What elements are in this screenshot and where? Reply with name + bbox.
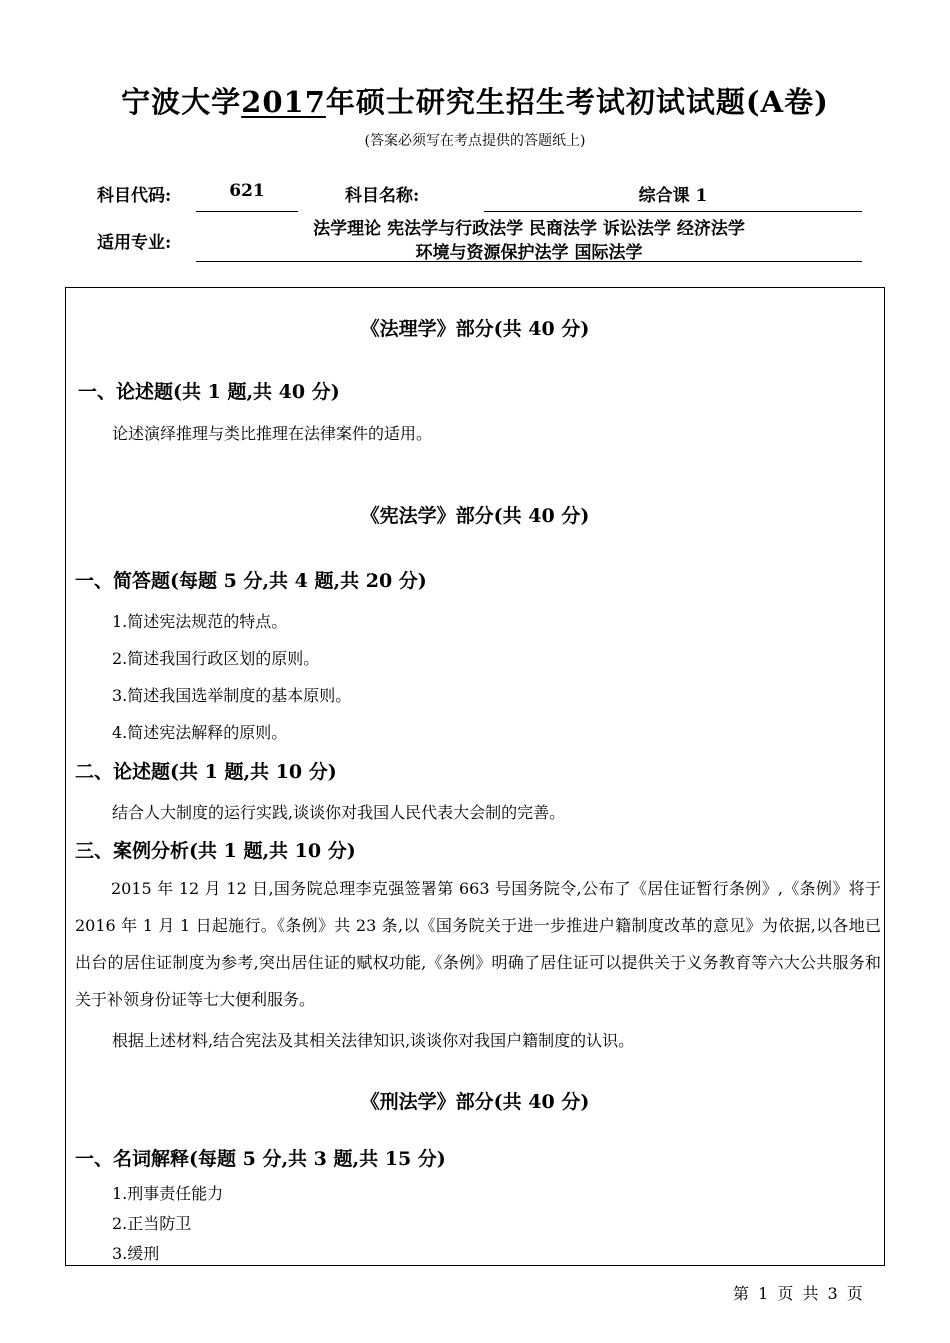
major-line-2: 环境与资源保护法学 国际法学	[415, 243, 643, 263]
subject-code-label: 科目代码:	[97, 186, 172, 206]
criminal-q1-item: 2.正当防卫	[112, 1214, 192, 1233]
constitutional-q3-paragraph-2: 根据上述材料,结合宪法及其相关法律知识,谈谈你对我国户籍制度的认识。	[112, 1031, 635, 1050]
name-underline	[484, 211, 862, 212]
constitutional-q1-item: 4.简述宪法解释的原则。	[112, 723, 288, 742]
constitutional-q1-item: 3.简述我国选举制度的基本原则。	[112, 686, 352, 705]
constitutional-q2-title: 二、论述题(共 1 题,共 10 分)	[75, 761, 337, 783]
criminal-heading: 《刑法学》部分(共 40 分)	[360, 1091, 590, 1113]
criminal-q1-item: 3.缓刑	[112, 1244, 160, 1263]
constitutional-q3-paragraph-1: 2015 年 12 月 12 日,国务院总理李克强签署第 663 号国务院令,公布了《居住证暂行条例》,《条例》将于 2016 年 1 月 1 日起施行。《条例》共 23 条,以《国务院关于进一步推进户籍制度改革的意见》为依据,以各地已出台的居住证制度为参考,突出居住证的赋权功能,《条例》明确了居住证可以提供关于义务教育等六大公共服务和关于补领身份证等七大便利服务。	[75, 879, 881, 1009]
constitutional-q3-title: 三、案例分析(共 1 题,共 10 分)	[75, 840, 356, 862]
title-prefix: 宁波大学	[121, 85, 242, 119]
constitutional-q1-item: 2.简述我国行政区划的原则。	[112, 649, 320, 668]
answer-note: (答案必须写在考点提供的答题纸上)	[364, 133, 586, 149]
jurisprudence-q1-text: 论述演绎推理与类比推理在法律案件的适用。	[112, 424, 433, 443]
exam-title	[0, 80, 950, 121]
code-underline	[196, 211, 298, 212]
subject-name-value: 综合课 1	[638, 186, 708, 206]
constitutional-q2-text: 结合人大制度的运行实践,谈谈你对我国人民代表大会制的完善。	[112, 803, 566, 822]
subject-name-label: 科目名称:	[345, 186, 420, 206]
title-year: 2017	[241, 85, 326, 119]
constitutional-q1-title: 一、简答题(每题 5 分,共 4 题,共 20 分)	[75, 570, 427, 592]
criminal-q1-item: 1.刑事责任能力	[112, 1184, 224, 1203]
major-label: 适用专业:	[97, 233, 172, 253]
criminal-q1-title: 一、名词解释(每题 5 分,共 3 题,共 15 分)	[75, 1148, 446, 1170]
subject-code-value: 621	[229, 181, 265, 201]
constitutional-heading: 《宪法学》部分(共 40 分)	[360, 505, 590, 527]
constitutional-q1-item: 1.简述宪法规范的特点。	[112, 612, 288, 631]
jurisprudence-heading: 《法理学》部分(共 40 分)	[360, 318, 590, 340]
major-line-1: 法学理论 宪法学与行政法学 民商法学 诉讼法学 经济法学	[313, 219, 745, 239]
title-suffix: 年硕士研究生招生考试初试试题(A卷)	[325, 85, 829, 119]
page-number: 第 1 页 共 3 页	[733, 1284, 865, 1303]
major-underline	[196, 261, 862, 262]
jurisprudence-q1-title: 一、论述题(共 1 题,共 40 分)	[78, 381, 340, 403]
